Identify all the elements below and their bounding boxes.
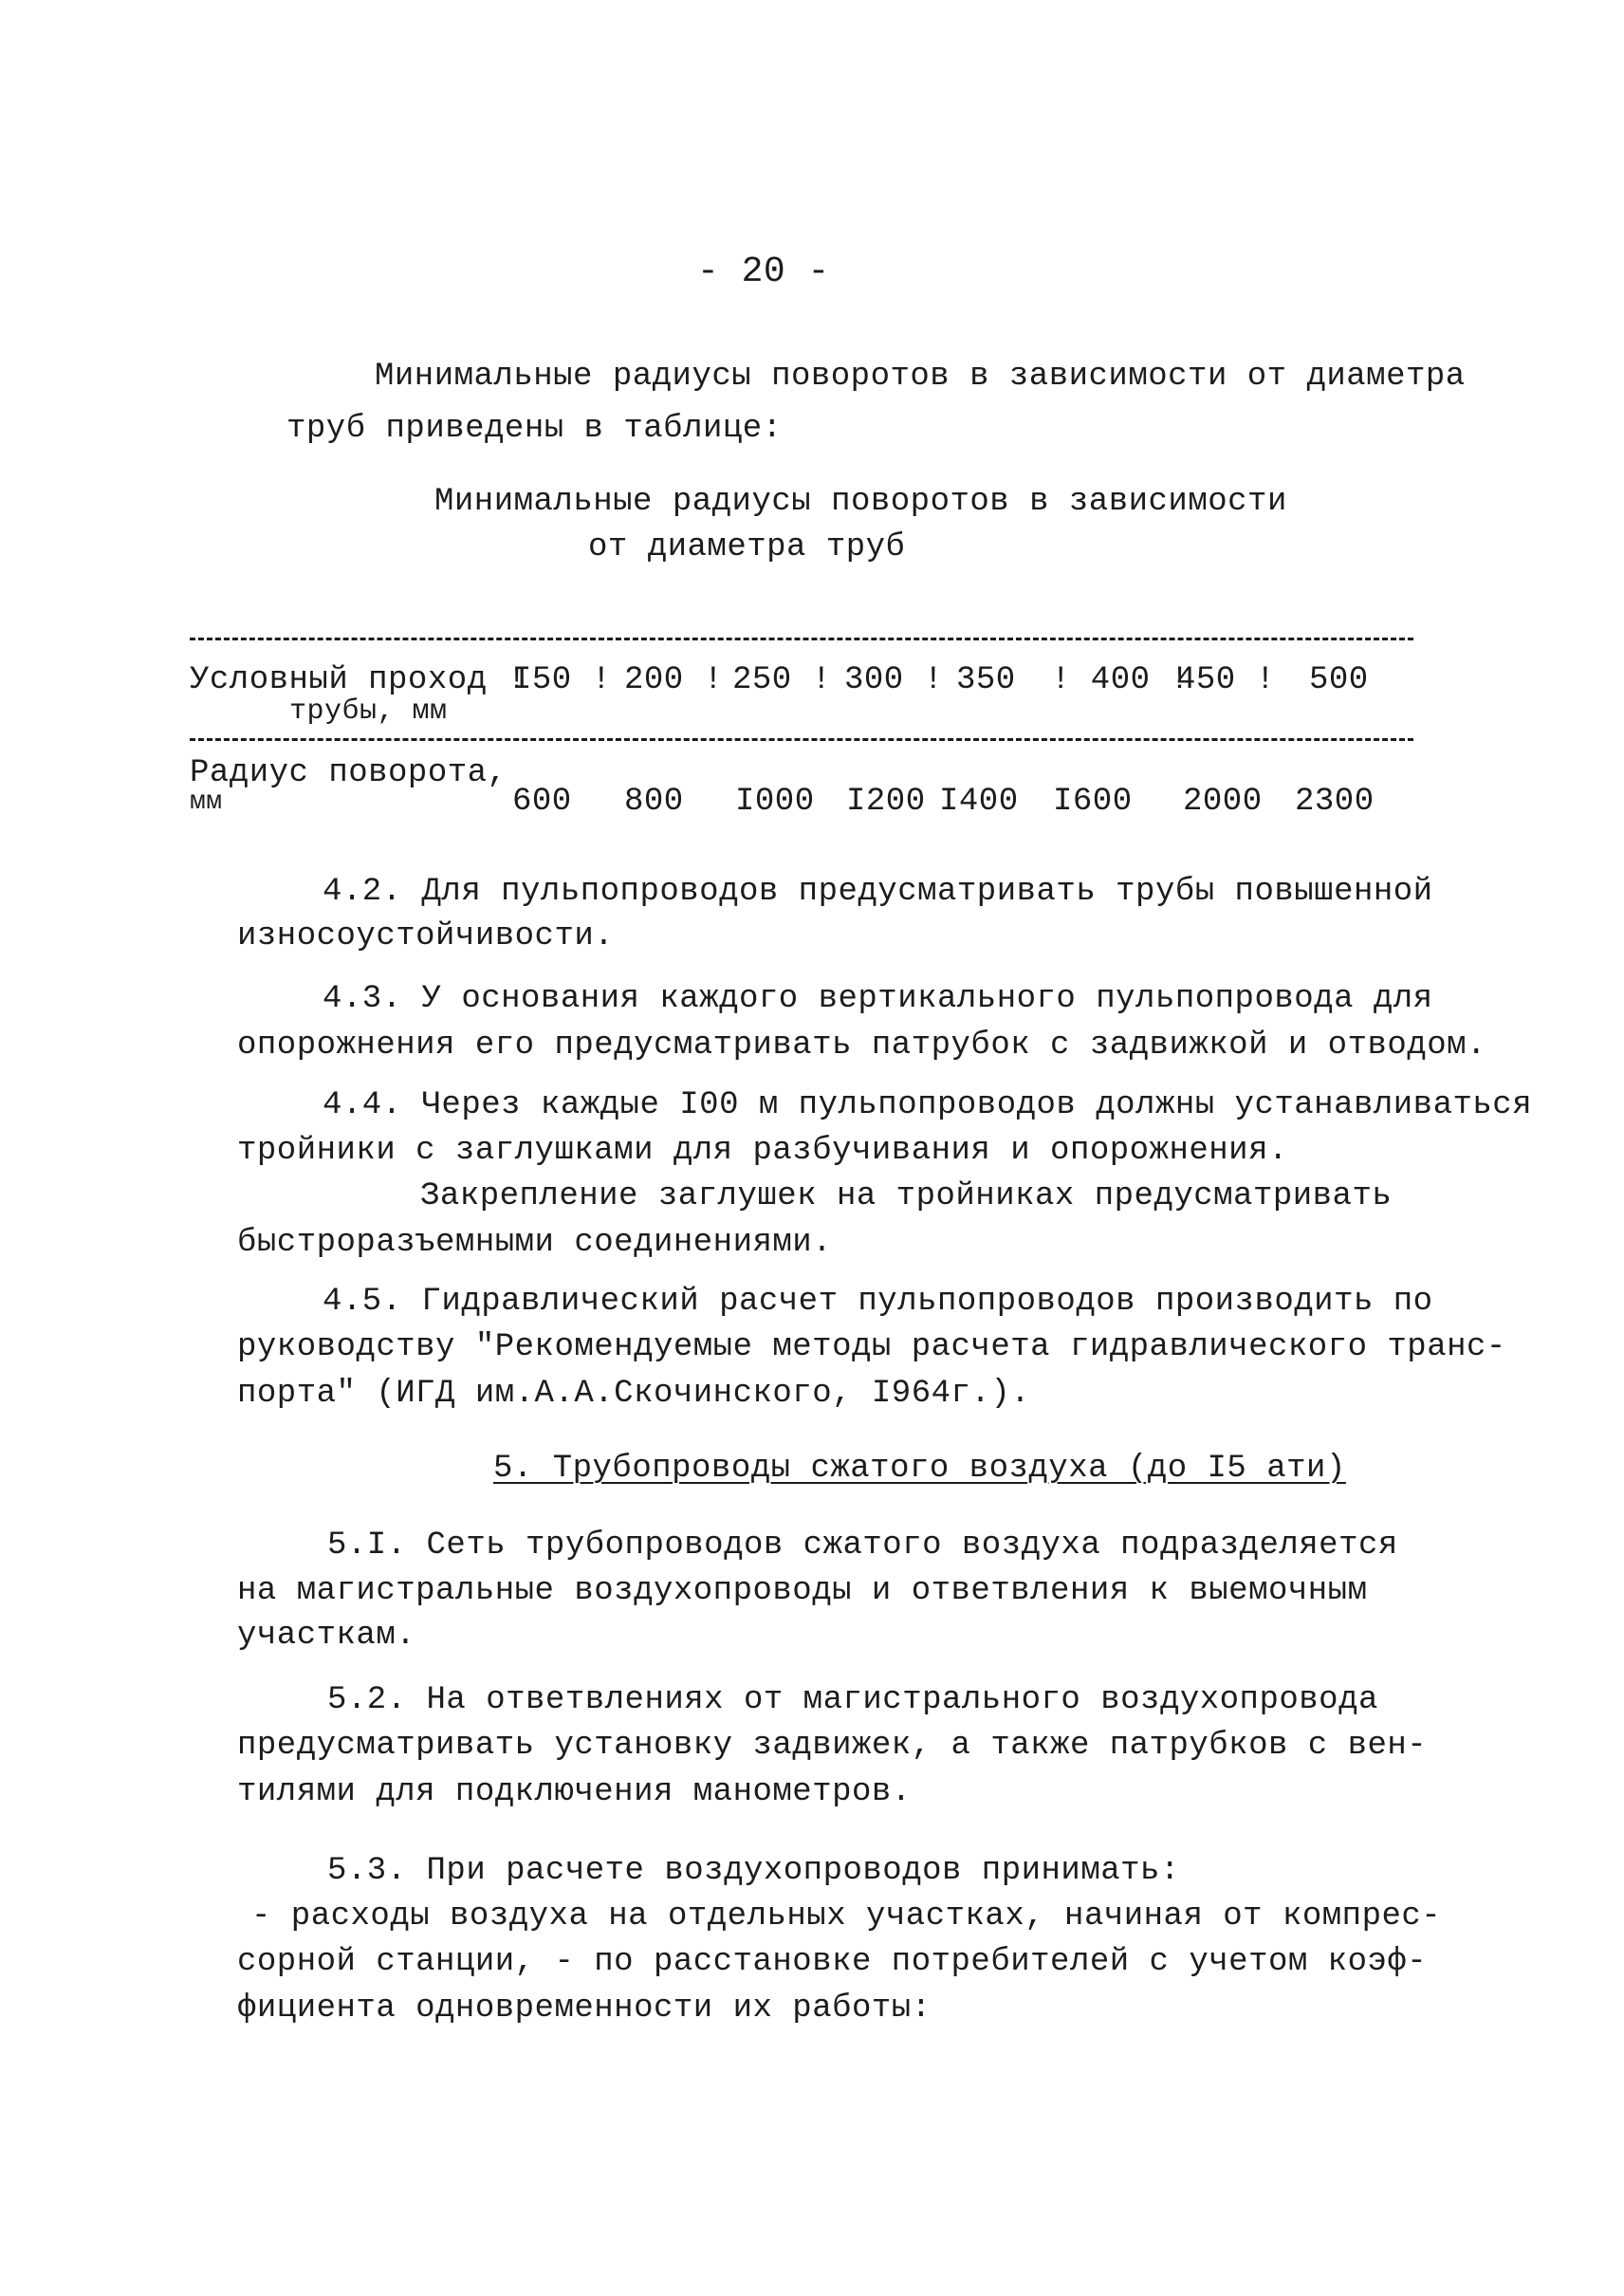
- header-cell-400: ! 400 !: [1051, 662, 1190, 698]
- p45-line-1: 4.5. Гидравлический расчет пульпопроводов производить по: [323, 1284, 1433, 1320]
- p52-line-3: тилями для подключения манометров.: [237, 1774, 912, 1810]
- p53-line-2: - расходы воздуха на отдельных участках, начиная от компрес-: [251, 1898, 1442, 1935]
- p51-line-1: 5.I. Сеть трубопроводов сжатого воздуха подразделяется: [327, 1528, 1398, 1564]
- row-label-line-2: мм: [190, 787, 223, 817]
- header-label-line-2: трубы, мм: [289, 695, 448, 728]
- p42-line-1: 4.2. Для пульпопроводов предусматривать трубы повышенной: [323, 874, 1433, 910]
- header-cell-200: 200 !: [624, 662, 724, 698]
- p51-line-2: на магистральные воздухопроводы и ответвления к выемочным: [237, 1573, 1368, 1609]
- header-cell-150: I50 !: [512, 662, 612, 698]
- header-cell-500: 500: [1309, 662, 1369, 698]
- p45-line-3: порта" (ИГД им.А.А.Скочинского, I964г.).: [237, 1376, 1031, 1412]
- header-label-line-1: Условный проход !: [190, 662, 527, 698]
- row-value-1000: I000: [735, 784, 815, 820]
- section-5-heading: 5. Трубопроводы сжатого воздуха (до I5 ати): [493, 1451, 1346, 1487]
- header-cell-450: 450 !: [1176, 662, 1276, 698]
- table-middle-rule: [190, 738, 1413, 741]
- p44-line-2: тройники с заглушками для разбучивания и опорожнения.: [237, 1133, 1288, 1169]
- page-number: - 20 -: [697, 251, 830, 292]
- p42-line-2: износоустойчивости.: [237, 918, 615, 954]
- p44-line-4: быстроразъемными соединениями.: [237, 1225, 833, 1261]
- p43-line-1: 4.3. У основания каждого вертикального пульпопровода для: [323, 981, 1433, 1017]
- table-caption-line-2: от диаметра труб: [588, 529, 906, 565]
- table-caption-line-1: Минимальные радиусы поворотов в зависимости: [434, 484, 1287, 520]
- p51-line-3: участкам.: [237, 1618, 416, 1654]
- p45-line-2: руководству "Рекомендуемые методы расчета гидравлического транс-: [237, 1329, 1506, 1365]
- p52-line-2: предусматривать установку задвижек, а также патрубков с вен-: [237, 1728, 1428, 1764]
- header-cell-350: 350: [956, 662, 1016, 698]
- row-value-2000: 2000: [1183, 784, 1263, 820]
- p53-line-4: фициента одновременности их работы:: [237, 1990, 932, 2027]
- p44-line-1: 4.4. Через каждые I00 м пульпопроводов должны устанавливаться: [323, 1087, 1533, 1123]
- p53-line-3: сорной станции, - по расстановке потребителей с учетом коэф-: [237, 1944, 1428, 1980]
- table-top-rule: [190, 638, 1413, 640]
- row-value-1400: I400: [939, 784, 1019, 820]
- intro-line-2: труб приведены в таблице:: [286, 411, 783, 447]
- p43-line-2: опорожнения его предусматривать патрубок с задвижкой и отводом.: [237, 1028, 1486, 1064]
- row-value-1600: I600: [1053, 784, 1133, 820]
- row-value-2300: 2300: [1295, 784, 1375, 820]
- header-cell-250: 250 !: [732, 662, 832, 698]
- p44-line-3: Закрепление заглушек на тройниках предусматривать: [420, 1178, 1393, 1214]
- intro-line-1: Минимальные радиусы поворотов в зависимости от диаметра: [375, 359, 1466, 395]
- row-value-800: 800: [624, 784, 684, 820]
- p53-line-1: 5.3. При расчете воздухопроводов принимать:: [327, 1853, 1180, 1889]
- row-value-600: 600: [512, 784, 572, 820]
- row-value-1200: I200: [846, 784, 926, 820]
- row-label-line-1: Радиус поворота,: [190, 755, 508, 791]
- header-cell-300: 300 !: [844, 662, 944, 698]
- p52-line-1: 5.2. На ответвлениях от магистрального воздухопровода: [327, 1682, 1378, 1718]
